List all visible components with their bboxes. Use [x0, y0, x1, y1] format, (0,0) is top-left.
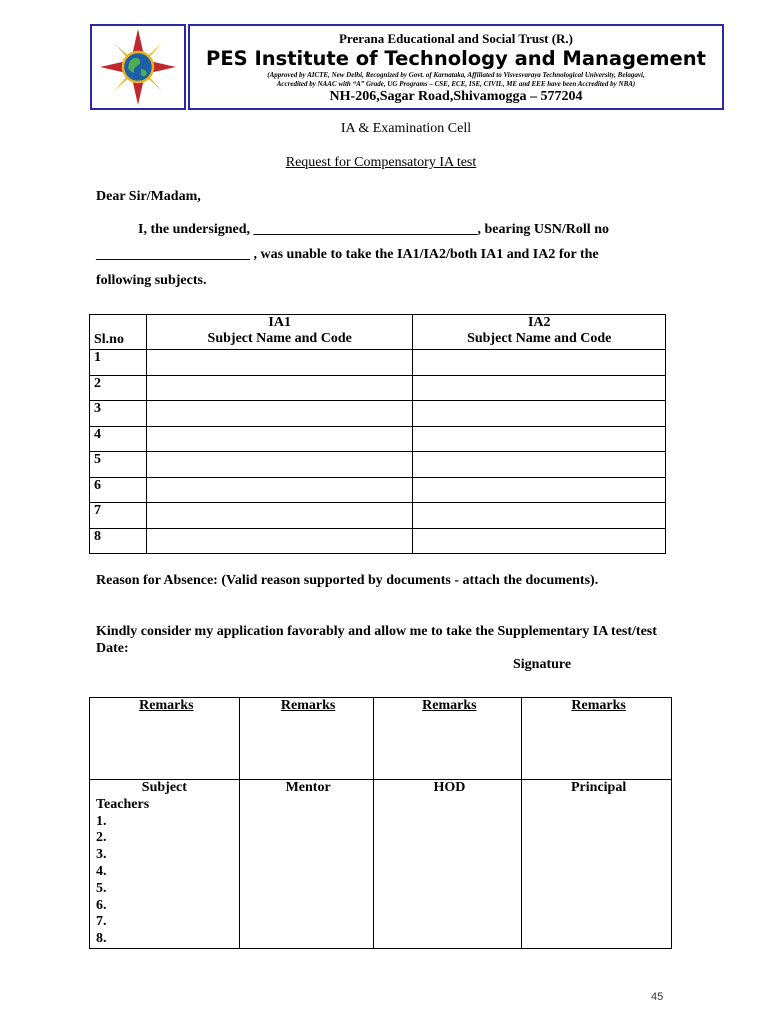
- ia2-subject-cell[interactable]: [413, 452, 666, 478]
- ia2-header: [413, 315, 666, 350]
- table-row: [90, 426, 666, 452]
- ia1-subject-cell[interactable]: [146, 477, 413, 503]
- row-number: 4: [90, 426, 147, 452]
- table-row: [90, 503, 666, 529]
- teacher-number: 8.: [96, 931, 107, 947]
- mentor-label: Mentor: [285, 780, 331, 795]
- sl-no-header: Sl.no: [90, 315, 147, 350]
- body-line-1: I, the undersigned, ________________________________, bearing USN/Roll no: [138, 222, 609, 237]
- row-number: 3: [90, 401, 147, 427]
- row-number: 5: [90, 452, 147, 478]
- ia2-subject-cell[interactable]: [413, 477, 666, 503]
- ia2-subtitle: Subject Name and Code: [467, 331, 612, 346]
- ia1-subject-cell[interactable]: [146, 375, 413, 401]
- request-text: Kindly consider my application favorably and allow me to take the Supplementary IA test/test: [96, 624, 657, 639]
- signature-label: Signature: [513, 657, 572, 672]
- subject-teachers-cell[interactable]: [90, 780, 240, 949]
- subject-teachers-label-1: Subject: [141, 780, 187, 795]
- remarks-header: Remarks: [422, 698, 477, 713]
- page-number: 45: [651, 991, 664, 1003]
- ia2-subject-cell[interactable]: [413, 350, 666, 376]
- table-row: [90, 477, 666, 503]
- ia1-subject-cell[interactable]: [146, 503, 413, 529]
- remarks-cell[interactable]: [373, 698, 522, 780]
- principal-cell[interactable]: [522, 780, 672, 949]
- institute-address: NH-206,Sagar Road,Shivamogga – 577204: [329, 89, 583, 104]
- ia2-subject-cell[interactable]: [413, 401, 666, 427]
- remarks-header: Remarks: [571, 698, 626, 713]
- ia1-subtitle: Subject Name and Code: [207, 331, 352, 346]
- salutation: Dear Sir/Madam,: [96, 189, 201, 204]
- teacher-number: 3.: [96, 847, 107, 863]
- ia1-subject-cell[interactable]: [146, 426, 413, 452]
- ia1-header: [146, 315, 413, 350]
- teacher-number: 2.: [96, 830, 107, 846]
- table-row: [90, 375, 666, 401]
- row-number: 1: [90, 350, 147, 376]
- subject-teachers-label-2: Teachers: [96, 796, 150, 812]
- approval-note: [196, 71, 716, 88]
- remarks-header: Remarks: [139, 698, 194, 713]
- date-label: Date:: [96, 641, 129, 656]
- trust-name: Prerana Educational and Social Trust (R.): [338, 31, 574, 46]
- ia1-subject-cell[interactable]: [146, 528, 413, 554]
- remarks-header-row: [90, 698, 672, 780]
- reason-for-absence: Reason for Absence: (Valid reason supported by documents - attach the documents).: [96, 573, 599, 588]
- institute-name: PES Institute of Technology and Management: [206, 47, 706, 70]
- row-number: 7: [90, 503, 147, 529]
- institute-logo: [90, 24, 186, 110]
- table-row: [90, 452, 666, 478]
- institute-header: [188, 24, 724, 110]
- ia1-subject-cell[interactable]: [146, 452, 413, 478]
- approval-line-1: (Approved by AICTE, New Delhi, Recognized by Govt. of Karnataka, Affiliated to Visvesvaraya Technological University, Belagavi,: [267, 71, 645, 79]
- table-row: [90, 401, 666, 427]
- teacher-number: 4.: [96, 863, 107, 879]
- ia2-subject-cell[interactable]: [413, 528, 666, 554]
- mentor-cell[interactable]: [239, 780, 373, 949]
- compass-emblem-icon: [92, 26, 184, 108]
- teacher-number: 7.: [96, 914, 107, 930]
- ia2-subject-cell[interactable]: [413, 426, 666, 452]
- hod-cell[interactable]: [373, 780, 522, 949]
- ia2-subject-cell[interactable]: [413, 503, 666, 529]
- subject-table: [89, 314, 666, 554]
- ia1-title: IA1: [268, 315, 291, 330]
- table-row: [90, 528, 666, 554]
- table-row: [90, 350, 666, 376]
- body-line-3: following subjects.: [96, 273, 207, 288]
- remarks-cell[interactable]: [90, 698, 240, 780]
- form-title: Request for Compensatory IA test: [285, 155, 477, 170]
- hod-label: HOD: [433, 780, 466, 795]
- ia2-subject-cell[interactable]: [413, 375, 666, 401]
- teacher-number: 1.: [96, 813, 107, 829]
- ia1-subject-cell[interactable]: [146, 350, 413, 376]
- row-number: 2: [90, 375, 147, 401]
- row-number: 6: [90, 477, 147, 503]
- teacher-number: 6.: [96, 897, 107, 913]
- principal-label: Principal: [571, 780, 627, 795]
- ia1-subject-cell[interactable]: [146, 401, 413, 427]
- remarks-header: Remarks: [280, 698, 336, 713]
- body-line-2: ______________________ , was unable to take the IA1/IA2/both IA1 and IA2 for the: [96, 247, 599, 262]
- cell-title: IA & Examination Cell: [340, 121, 472, 136]
- signatories-row: [90, 780, 672, 949]
- teacher-number: 5.: [96, 880, 107, 896]
- remarks-table: [89, 697, 672, 949]
- ia2-title: IA2: [527, 315, 551, 330]
- remarks-cell[interactable]: [522, 698, 672, 780]
- subject-table-header-row: [90, 315, 666, 350]
- row-number: 8: [90, 528, 147, 554]
- approval-line-2: Accredited by NAAC with “A” Grade, UG Programs – CSE, ECE, ISE, CIVIL, ME and EEE have been Accredited by NBA): [276, 79, 636, 88]
- remarks-cell[interactable]: [239, 698, 373, 780]
